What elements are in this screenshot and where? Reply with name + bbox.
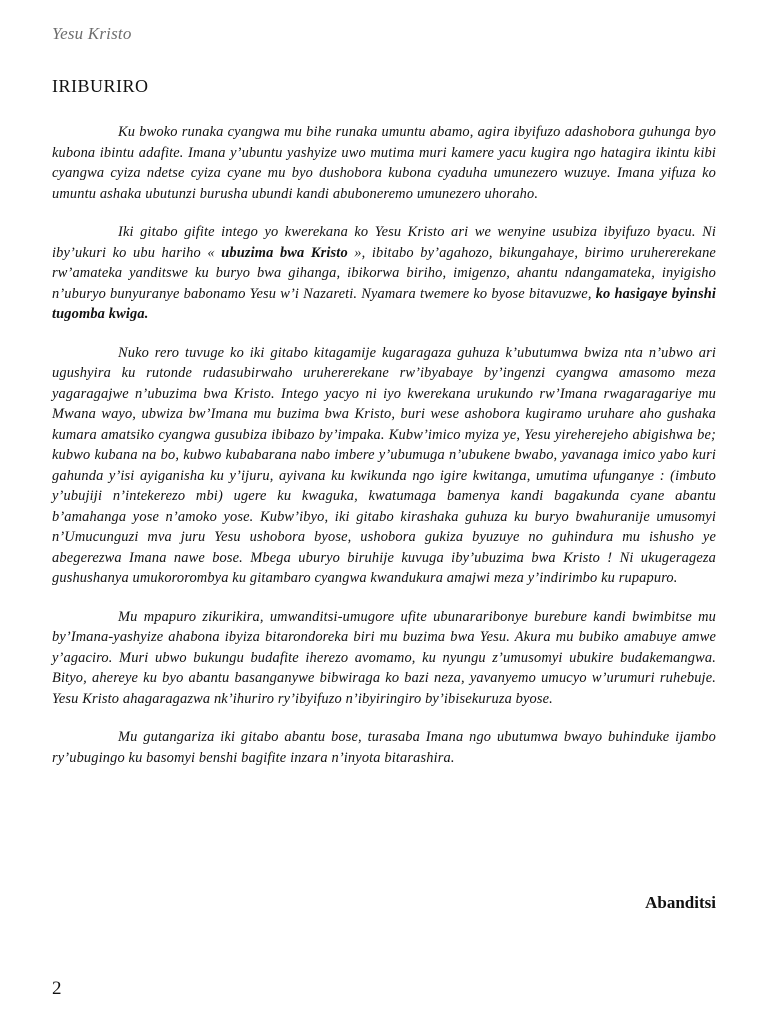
page-number: 2 bbox=[52, 978, 62, 999]
paragraph-1: Ku bwoko runaka cyangwa mu bihe runaka umuntu abamo, agira ibyifuzo adashobora guhunga byo kubona ibintu adafite. Imana y’ubuntu yashyize uwo mutima muri kamere yacu kugira ngo hatagira ikintu kibi cyangwa cyiza ndetse cyiza cyane mu byo dushobora kubona cyaduha umunezero wuzuye. Imana yifuza ko umuntu ashaka ubutunzi burusha ubundi kandi abuboneremo umunezero uhoraho. bbox=[52, 124, 716, 202]
paragraph-2-bold-1: ubuzima bwa Kristo bbox=[221, 244, 348, 261]
body-text bbox=[52, 122, 716, 786]
paragraph-3: Nuko rero tuvuge ko iki gitabo kitagamije kugaragaza guhuza k’ubutumwa bwiza nta n’ubwo ari ugushyira ku rutonde rudasubirwaho uruhererekane rw’ibyabaye by’ingenzi cyangwa amasomo meza yagaragajwe n’ubuzima bwa Kristo. Intego yacyo ni iyo kwerekana urukundo rw’Imana rwagaragariye mu Mwana wayo, ubwiza bw’Imana mu buzima bwa Kristo, buri wese ashobora kugiramo uruhare aho gushaka kumara amatsiko cyangwa gusubiza ibibazo by’impaka. Kubw’imico myiza ye, Yesu yireherejeho abigishwa be; kubwo kubana na bo, kubwo kubabarana nabo imbere y’ubumuga n’ubukene bwabo, yavanaga imico yabo kuri gahunda y’isi ayiganisha ku y’ijuru, ayivana ku kwikunda ngo igire kwitanga, umutima ufunganye : (imbuto y’ubujiji n’intekerezo mbi) ugere ku kwaguka, kwatumaga bamenya kandi bagakunda cyane abantu b’amahanga yose n’amoko yose. Kubw’ibyo, iki gitabo kirashaka guhuza ku buryo bwahuranije umusomyi n’Umucunguzi mva juru Yesu ushobora byose, ushobora gukiza byuzuye no guhindura mu ishusho ye abegerezwa Imana nawe bose. Mbega uburyo biruhije kuvuga iby’ubuzima bwa Kristo ! Ni ukugerageza gushushanya umukororombya ku gitambaro cyangwa kwandukura amajwi meza y’indirimbo ku rupapuro. bbox=[52, 344, 716, 586]
paragraph-2-bold-2: ko hasigaye byinshi tugomba kwiga. bbox=[52, 285, 716, 322]
paragraph-2 bbox=[52, 222, 716, 325]
paragraph-4: Mu mpapuro zikurikira, umwanditsi-umugore ufite ubunararibonye burebure kandi bwimbitse mu by’Imana-yashyize ahabona ibyiza bitarondoreka biri mu buzima bwa Yesu. Akura mu bubiko amabuye amwe y’agaciro. Muri ubwo bukungu budafite iherezo avomamo, ku nyungu z’umusomyi ubukire budakemangwa. Bityo, ahereye ku byo abantu basanganywe bibwiraga ko bazi neza, yavanyemo umucyo w’urumuri ruhebuje. Yesu Kristo ahagaragazwa nk’ihuriro ry’ibyifuzo n’ibyiringiro by’ibisekuruza byose. bbox=[52, 608, 716, 707]
section-title: IRIBURIRO bbox=[52, 76, 149, 96]
running-head: Yesu Kristo bbox=[52, 24, 132, 43]
paragraph-2-part-2: », ibitabo by’agahozo, bikungahaye, birimo uruhererekane rw’amateka yanditswe ku buryo bwa gihanga, ibikorwa biriho, imigenzo, ahantu ndangamateka, inyigisho n’uburyo bunyuranye babonamo Yesu w’i Nazareti. Nyamara twemere ko byose bitavuzwe, bbox=[52, 244, 716, 302]
paragraph-2-part-1: Iki gitabo gifite intego yo kwerekana ko Yesu Kristo ari we wenyine usubiza ibyifuzo byacu. Ni iby’ukuri ko ubu hariho « bbox=[52, 224, 716, 261]
signature: Abanditsi bbox=[645, 893, 716, 912]
paragraph-5: Mu gutangariza iki gitabo abantu bose, turasaba Imana ngo ubutumwa bwayo buhinduke ijambo ry’ubugingo ku basomyi benshi bagifite inzara n’inyota bitarashira. bbox=[52, 729, 716, 766]
